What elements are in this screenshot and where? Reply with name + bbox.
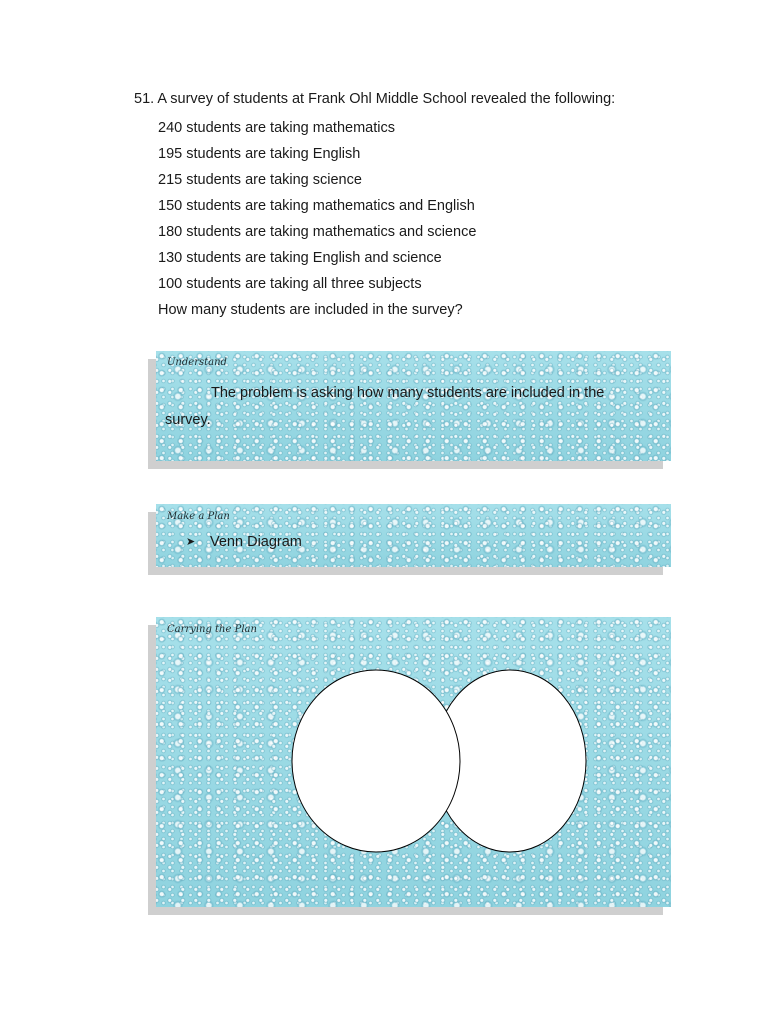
fact-line: 180 students are taking mathematics and science	[158, 224, 477, 240]
fact-line: 130 students are taking English and science	[158, 250, 442, 266]
understand-box	[156, 351, 671, 461]
plan-item-text: Venn Diagram	[210, 534, 302, 550]
fact-line: 100 students are taking all three subjects	[158, 276, 422, 292]
fact-line: 195 students are taking English	[158, 146, 361, 162]
venn-diagram	[156, 617, 671, 907]
problem-title: 51. A survey of students at Frank Ohl Middle School revealed the following:	[134, 91, 616, 107]
fact-line: 150 students are taking mathematics and English	[158, 198, 475, 214]
arrowhead-bullet-icon: ➤	[186, 536, 196, 548]
plan-box	[156, 504, 671, 567]
question-line: How many students are included in the survey?	[158, 302, 463, 318]
understand-text: The problem is asking how many students are included in the survey.	[165, 385, 605, 428]
plan-item	[186, 534, 302, 550]
carrying-plan-label: Carrying the Plan	[167, 624, 257, 635]
venn-circle-left	[292, 670, 460, 852]
fact-line: 215 students are taking science	[158, 172, 362, 188]
understand-label: Understand	[167, 357, 227, 368]
problem-statement	[134, 89, 694, 323]
plan-label: Make a Plan	[167, 511, 230, 522]
fact-line: 240 students are taking mathematics	[158, 120, 395, 136]
carrying-plan-box	[156, 617, 671, 907]
